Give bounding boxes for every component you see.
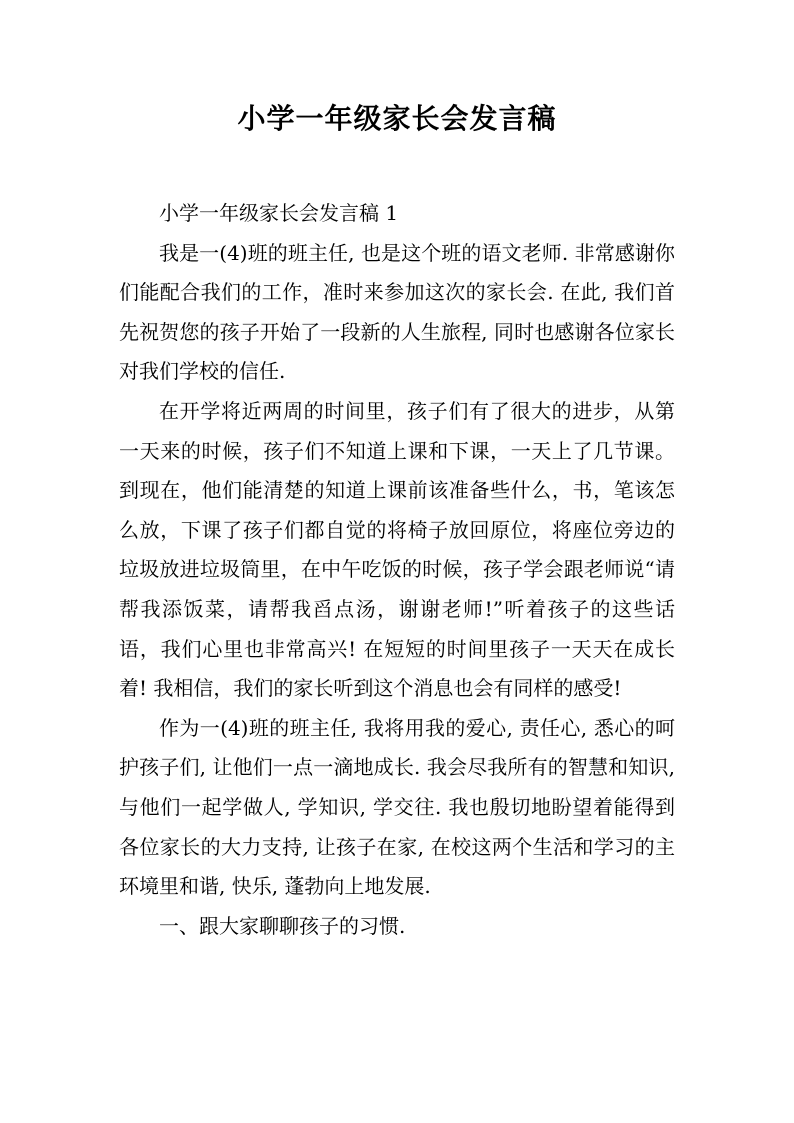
section-heading: 小学一年级家长会发言稿 1 bbox=[159, 201, 399, 225]
paragraph-commitment: 作为一(4)班的班主任, 我将用我的爱心, 责任心, 悉心的呵护孩子们, 让他们一点一滴地成长. 我会尽我所有的智慧和知识, 与他们一起学做人, 学知识, 学交往. 我也殷切地盼望着能得到各位家长的大力支持, 让孩子在家, 在校这两个生活和学习的主环境里和谐, 快乐, 蓬勃向上地发展. bbox=[119, 715, 675, 899]
paragraph-progress: 在开学将近两周的时间里，孩子们有了很大的进步，从第一天来的时候，孩子们不知道上课和下课，一天上了几节课。到现在，他们能清楚的知道上课前该准备些什么，书，笔该怎么放，下课了孩子们都自觉的将椅子放回原位，将座位旁边的垃圾放进垃圾筒里，在中午吃饭的时候，孩子学会跟老师说“请帮我添饭菜，请帮我舀点汤，谢谢老师!”听着孩子的这些话语，我们心里也非常高兴! 在短短的时间里孩子一天天在成长着! 我相信，我们的家长听到这个消息也会有同样的感受! bbox=[119, 398, 675, 701]
paragraph-intro: 我是一(4)班的班主任, 也是这个班的语文老师. 非常感谢你们能配合我们的工作，准时来参加这次的家长会. 在此, 我们首先祝贺您的孩子开始了一段新的人生旅程, 同时也感谢各位家长对我们学校的信任. bbox=[119, 240, 675, 384]
document-body bbox=[119, 194, 675, 946]
paragraph-habits-heading: 一、跟大家聊聊孩子的习惯. bbox=[159, 913, 406, 938]
document-title: 小学一年级家长会发言稿 bbox=[237, 102, 557, 135]
